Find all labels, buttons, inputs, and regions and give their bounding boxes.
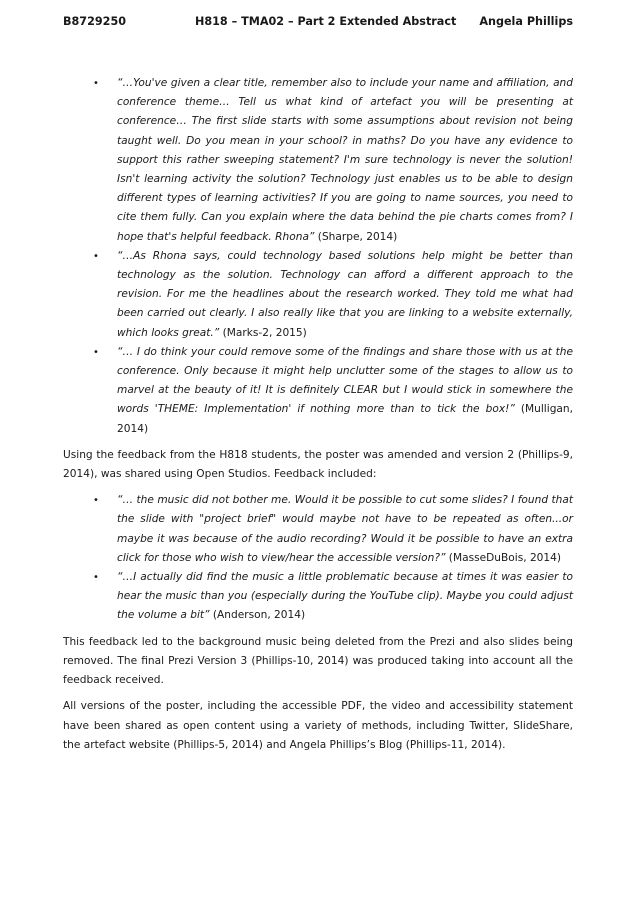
list-item <box>63 568 573 626</box>
feedback-list-1 <box>63 74 573 439</box>
list-item <box>63 491 573 568</box>
list-item <box>63 343 573 439</box>
header-title: H818 – TMA02 – Part 2 Extended Abstract <box>195 15 457 28</box>
paragraph-final-version: This feedback led to the background music being deleted from the Prezi and also slides being removed. The final Prezi Version 3 (Phillips-10, 2014) was produced taking into account all the feedback received. <box>63 635 573 687</box>
feedback-citation: (MasseDuBois, 2014) <box>445 551 562 564</box>
list-item <box>63 74 573 247</box>
bullet-icon: • <box>93 572 99 584</box>
feedback-quote: “… the music did not bother me. Would it be possible to cut some slides? I found that the slide with "project brief" would maybe not have to be repeated as often...or maybe it was because of the audio recording? Would it be possible to have an extra click for those who wish to view/hear the accessible version?” <box>117 494 573 564</box>
feedback-citation: (Marks-2, 2015) <box>219 326 307 339</box>
bullet-icon: • <box>93 78 99 89</box>
header-student-id: B8729250 <box>63 15 127 28</box>
feedback-citation: (Anderson, 2014) <box>209 609 306 622</box>
feedback-citation: (Sharpe, 2014) <box>314 230 398 243</box>
list-item <box>63 247 573 343</box>
feedback-quote: “…As Rhona says, could technology based solutions help might be better than technology as the solution. Technology can afford a different approach to the revision. For me the headlines about the research worked. They told me what had been carried out clearly. I also really like that you are linking to a website externally, which looks great.” <box>117 249 573 339</box>
feedback-quote: “…I actually did find the music a little problematic because at times it was easier to hear the music than you (especially during the YouTube clip). Maybe you could adjust the volume a bit” <box>117 571 573 622</box>
header-author: Angela Phillips <box>479 15 573 28</box>
bullet-icon: • <box>93 346 99 358</box>
feedback-quote: “… I do think your could remove some of the findings and share those with us at the conference. Only because it might help unclutter some of the stages to allow us to marvel at the beauty of it! It is definitely CLEAR but I would stick in somewhere the words 'THEME: Implementation' if nothing more than to tick the box!” <box>117 345 573 416</box>
feedback-quote: “…You've given a clear title, remember also to include your name and affiliation, and conference theme… Tell us what kind of artefact you will be presenting at conference… The first slide starts with some assumptions about revision not being taught well. Do you mean in your school? in maths? Do you have any evidence to support this rather sweeping statement? I'm sure technology is never the solution! Isn't learning activity the solution? Technology just enables us to be able to design different types of learning activities? If you are going to name sources, you need to cite them fully. Can you explain where the data behind the pie charts comes from? I hope that's helpful feedback. Rhona” <box>117 77 573 243</box>
body-content <box>63 74 573 762</box>
bullet-icon: • <box>93 250 99 262</box>
paragraph-sharing: All versions of the poster, including the accessible PDF, the video and accessibility statement have been shared as open content using a variety of methods, including Twitter, SlideShare, the artefact website (Phillips-5, 2014) and Angela Phillips’s Blog (Phillips-11, 2014). <box>63 700 573 751</box>
paragraph-version2: Using the feedback from the H818 students, the poster was amended and version 2 (Phillips-9, 2014), was shared using Open Studios. Feedback included: <box>63 448 573 481</box>
bullet-icon: • <box>93 495 99 507</box>
feedback-list-2 <box>63 491 573 625</box>
page-header <box>63 15 573 33</box>
feedback-citation: (Mulligan, 2014) <box>117 403 573 435</box>
